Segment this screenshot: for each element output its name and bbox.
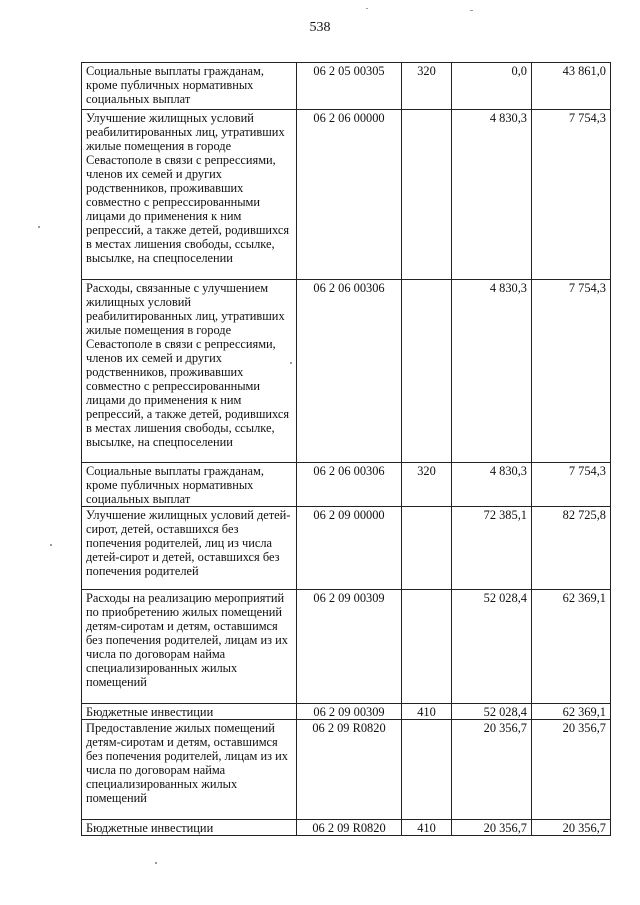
- row-name-cell: Социальные выплаты гражданам, кроме публичных нормативных социальных выплат: [82, 63, 297, 110]
- row-name-cell: Улучшение жилищных условий детей-сирот, детей, оставшихся без попечения родителей, лиц из числа детей-сирот и детей, оставшихся без попечения родителей: [82, 507, 297, 590]
- row-value-2-cell: 20 356,7: [532, 820, 611, 836]
- scan-speck: [38, 226, 40, 228]
- table-row: [82, 63, 611, 110]
- row-type-cell: 410: [402, 704, 452, 720]
- row-type-cell: 320: [402, 63, 452, 110]
- row-type-cell: [402, 280, 452, 463]
- row-value-2-cell: 62 369,1: [532, 590, 611, 704]
- row-name-cell: Расходы на реализацию мероприятий по приобретению жилых помещений детям-сиротам и детям, оставшимся без попечения родителей, лицам из их числа по договорам найма специализированных жилых помещений: [82, 590, 297, 704]
- row-code-cell: 06 2 09 R0820: [297, 820, 402, 836]
- row-code-cell: 06 2 06 00000: [297, 110, 402, 280]
- table-row: [82, 704, 611, 720]
- row-value-2-cell: 43 861,0: [532, 63, 611, 110]
- row-code-cell: 06 2 09 R0820: [297, 720, 402, 820]
- row-value-1-cell: 0,0: [452, 63, 532, 110]
- row-value-1-cell: 72 385,1: [452, 507, 532, 590]
- row-code-cell: 06 2 06 00306: [297, 280, 402, 463]
- row-value-1-cell: 4 830,3: [452, 463, 532, 507]
- table-row: [82, 507, 611, 590]
- row-type-cell: [402, 590, 452, 704]
- scan-speck: [366, 8, 368, 9]
- row-code-cell: 06 2 09 00000: [297, 507, 402, 590]
- row-value-2-cell: 20 356,7: [532, 720, 611, 820]
- row-type-cell: [402, 507, 452, 590]
- scan-speck: [470, 10, 473, 11]
- table-row: [82, 720, 611, 820]
- row-type-cell: [402, 110, 452, 280]
- scan-speck: [290, 362, 292, 364]
- row-value-2-cell: 7 754,3: [532, 463, 611, 507]
- row-code-cell: 06 2 09 00309: [297, 704, 402, 720]
- scan-speck: [155, 862, 157, 864]
- row-name-cell: Социальные выплаты гражданам, кроме публичных нормативных социальных выплат: [82, 463, 297, 507]
- row-code-cell: 06 2 09 00309: [297, 590, 402, 704]
- row-name-cell: Бюджетные инвестиции: [82, 704, 297, 720]
- row-type-cell: 320: [402, 463, 452, 507]
- row-value-1-cell: 4 830,3: [452, 110, 532, 280]
- table-row: [82, 280, 611, 463]
- table-row: [82, 463, 611, 507]
- table-row: [82, 590, 611, 704]
- row-value-1-cell: 4 830,3: [452, 280, 532, 463]
- row-value-2-cell: 7 754,3: [532, 280, 611, 463]
- row-value-1-cell: 52 028,4: [452, 704, 532, 720]
- row-name-cell: Бюджетные инвестиции: [82, 820, 297, 836]
- row-value-1-cell: 20 356,7: [452, 720, 532, 820]
- row-name-cell: Улучшение жилищных условий реабилитированных лиц, утративших жилые помещения в городе Севастополе в связи с репрессиями, членов их семей и других родственников, проживавших совместно с репрессированными лицами до применения к ним репрессий, а также детей, родившихся в местах лишения свободы, ссылке, высылке, на спецпоселении: [82, 110, 297, 280]
- row-code-cell: 06 2 06 00306: [297, 463, 402, 507]
- page-number: 538: [309, 20, 331, 35]
- row-value-2-cell: 82 725,8: [532, 507, 611, 590]
- scan-speck: [50, 544, 52, 546]
- row-type-cell: 410: [402, 820, 452, 836]
- row-type-cell: [402, 720, 452, 820]
- row-code-cell: 06 2 05 00305: [297, 63, 402, 110]
- table-row: [82, 110, 611, 280]
- row-name-cell: Расходы, связанные с улучшением жилищных условий реабилитированных лиц, утративших жилые помещения в городе Севастополе в связи с репрессиями, членов их семей и других родственников, проживавших совместно с репрессированными лицами до применения к ним репрессий, а также детей, родившихся в местах лишения свободы, ссылке, высылке, на спецпоселении: [82, 280, 297, 463]
- row-value-1-cell: 52 028,4: [452, 590, 532, 704]
- row-value-1-cell: 20 356,7: [452, 820, 532, 836]
- row-value-2-cell: 7 754,3: [532, 110, 611, 280]
- budget-table: [81, 62, 611, 836]
- row-name-cell: Предоставление жилых помещений детям-сиротам и детям, оставшимся без попечения родителей, лицам из их числа по договорам найма специализированных жилых помещений: [82, 720, 297, 820]
- row-value-2-cell: 62 369,1: [532, 704, 611, 720]
- table-row: [82, 820, 611, 836]
